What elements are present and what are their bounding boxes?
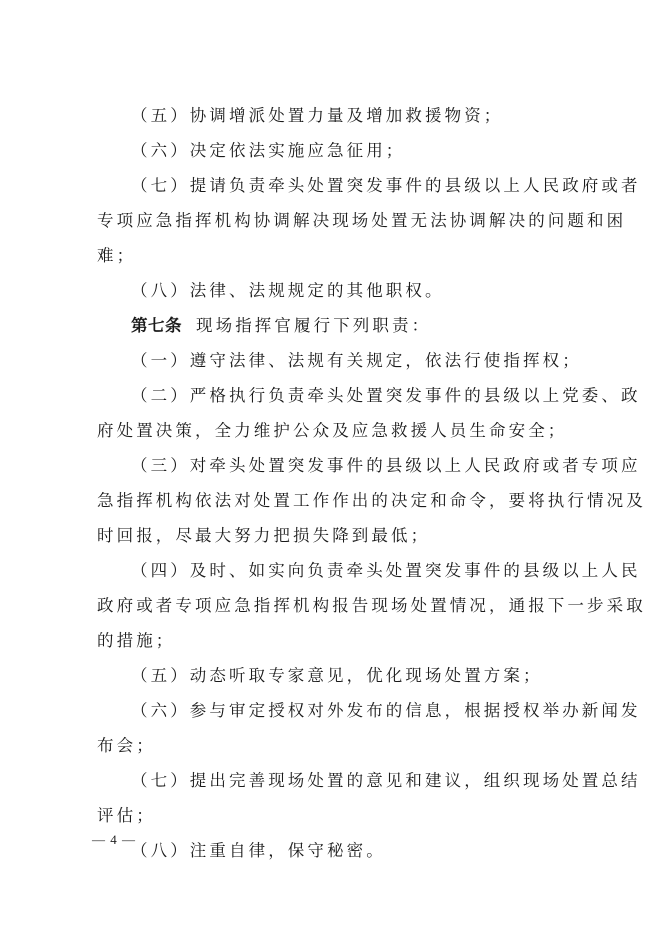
article-text: 现场指挥官履行下列职责： — [196, 316, 432, 335]
text-line: 专项应急指挥机构协调解决现场处置无法协调解决的问题和困 — [97, 211, 627, 230]
text-line: （八）法律、法规规定的其他职权。 — [131, 281, 445, 300]
duty-line: （三）对牵头处置突发事件的县级以上人民政府或者专项应 — [131, 456, 641, 475]
document-page — [97, 98, 646, 868]
text-line: （六）决定依法实施应急征用； — [131, 141, 406, 160]
page-number: — 4 — — [92, 832, 136, 847]
duty-line: 府处置决策，全力维护公众及应急救援人员生命安全； — [97, 421, 568, 440]
duty-line: 时回报，尽最大努力把损失降到最低； — [97, 526, 431, 545]
duty-line: （六）参与审定授权对外发布的信息，根据授权举办新闻发 — [131, 701, 641, 720]
duty-line: 政府或者专项应急指挥机构报告现场处置情况，通报下一步采取 — [97, 596, 646, 615]
duty-line: （七）提出完善现场处置的意见和建议，组织现场处置总结 — [131, 771, 641, 790]
text-line: （七）提请负责牵头处置突发事件的县级以上人民政府或者 — [131, 176, 641, 195]
duty-line: （二）严格执行负责牵头处置突发事件的县级以上党委、政 — [131, 386, 641, 405]
article-line — [97, 308, 571, 343]
duty-line: （五）动态听取专家意见，优化现场处置方案； — [131, 666, 543, 685]
duty-line: 急指挥机构依法对处置工作作出的决定和命令，要将执行情况及 — [97, 491, 646, 510]
duty-line: （一）遵守法律、法规有关规定，依法行使指挥权； — [131, 351, 582, 370]
duty-line: 的措施； — [97, 631, 176, 650]
duty-line: 布会； — [97, 736, 156, 755]
duty-line: （八）注重自律，保守秘密。 — [131, 841, 386, 860]
text-line: （五）协调增派处置力量及增加救援物资； — [131, 106, 504, 125]
text-line: 难； — [97, 246, 137, 265]
duty-line: （四）及时、如实向负责牵头处置突发事件的县级以上人民 — [131, 561, 641, 580]
article-heading: 第七条 — [131, 316, 182, 335]
duty-line: 评估； — [97, 806, 156, 825]
